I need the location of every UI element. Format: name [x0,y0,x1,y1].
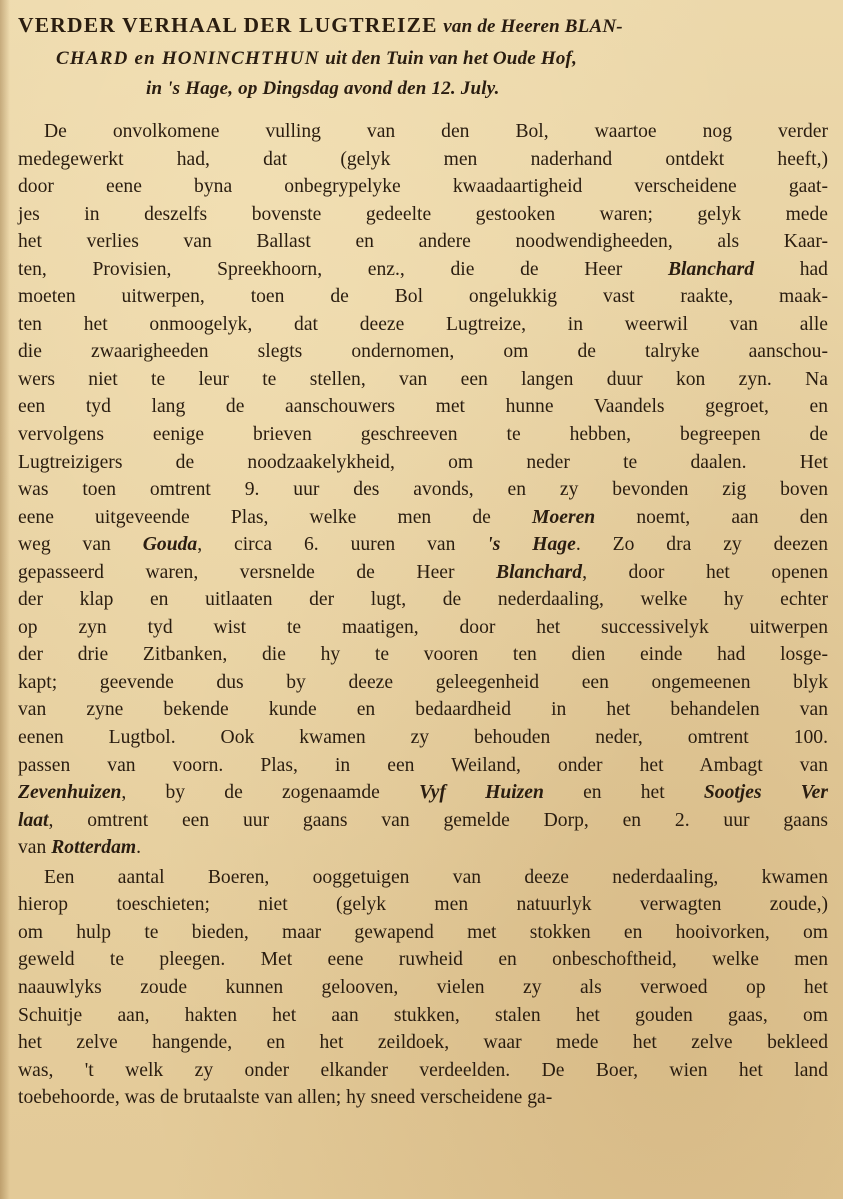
text-line: van Rotterdam. [18,837,142,859]
text-line: Schuitje aan, hakten het aan stukken, stalen het gouden gaas, om [18,1004,828,1026]
text-line: ten het onmoogelyk, dat deeze Lugtreize, in weerwil van alle [18,313,828,335]
text-line: hierop toeschieten; niet (gelyk men natuurlyk verwagten zoude,) [18,894,828,916]
text-line: der drie Zitbanken, die hy te vooren ten dien einde had losge- [18,644,828,666]
text-line: Lugtreizigers de noodzaakelykheid, om neder te daalen. Het [18,451,828,473]
text-line: die zwaarigheeden slegts ondernomen, om de talryke aanschou- [18,341,828,363]
italic-name: laat [18,809,49,831]
text-line: vervolgens eenige brieven geschreeven te hebben, begreepen de [18,424,828,446]
text-line: kapt; geevende dus by deeze geleegenheid een ongemeenen blyk [18,671,828,693]
text-line: het verlies van Ballast en andere noodwendigheeden, als Kaar- [18,231,828,253]
paragraph-1 [18,118,828,862]
headline-line-2 [18,42,828,74]
text-line: laat, omtrent een uur gaans van gemelde Dorp, en 2. uur gaans [18,809,828,831]
text-line: ten, Provisien, Spreekhoorn, enz., die de Heer Blanchard had [18,258,828,280]
page-edge-shadow [0,0,10,1199]
text-line: was toen omtrent 9. uur des avonds, en zy bevonden zig boven [18,479,828,501]
article-body [18,118,828,1112]
text-line: naauwlyks zoude kunnen gelooven, vielen zy als verwoed op het [18,976,828,998]
text-line: op zyn tyd wist te maatigen, door het successivelyk uitwerpen [18,616,828,638]
text-line: een tyd lang de aanschouwers met hunne Vaandels gegroet, en [18,396,828,418]
text-line: jes in deszelfs bovenste gedeelte gestooken waren; gelyk mede [18,203,828,225]
italic-name: Vyf Huizen [419,782,544,804]
text-line: eene uitgeveende Plas, welke men de Moeren noemt, aan den [18,506,828,528]
text-line: het zelve hangende, en het zeildoek, waar mede het zelve bekleed [18,1032,828,1054]
text-line: eenen Lugtbol. Ook kwamen zy behouden neder, omtrent 100. [18,727,828,749]
text-line: door eene byna onbegrypelyke kwaadaartigheid verscheidene gaat- [18,176,828,198]
text-line: medegewerkt had, dat (gelyk men naderhand ontdekt heeft,) [18,148,828,170]
text-line: was, 't welk zy onder elkander verdeelden. De Boer, wien het land [18,1059,828,1081]
italic-name: Blanchard [496,561,583,583]
text-line: De onvolkomene vulling van den Bol, waartoe nog verder [44,121,828,142]
text-line: geweld te pleegen. Met eene ruwheid en onbeschoftheid, welke men [18,949,828,971]
headline-line-1 [18,10,828,42]
headline-caps-2: CHARD en HONINCHTHUN [56,48,320,69]
italic-name: Blanchard [667,258,755,280]
italic-name: Sootjes Ver [703,782,828,804]
text-line: Zevenhuizen, by de zogenaamde Vyf Huizen en het Sootjes Ver [18,782,828,804]
text-line: van zyne bekende kunde en bedaardheid in het behandelen van [18,699,828,721]
text-line: weg van Gouda, circa 6. uuren van 's Hage. Zo dra zy deezen [18,534,828,556]
italic-name: Moeren [532,506,596,528]
text-line: om hulp te bieden, maar gewapend met stokken en hooivorken, om [18,921,828,943]
text-line: der klap en uitlaaten der lugt, de nederdaaling, welke hy echter [18,589,828,611]
text-line: wers niet te leur te stellen, van een langen duur kon zyn. Na [18,368,828,390]
text-line: gepasseerd waren, versnelde de Heer Blanchard, door het openen [18,561,828,583]
headline-caps-1: VERDER VERHAAL DER LUGTREIZE [18,13,438,37]
text-line: Een aantal Boeren, ooggetuigen van deeze nederdaaling, kwamen [44,866,828,888]
paragraph-2 [18,864,828,1112]
text-line: moeten uitwerpen, toen de Bol ongelukkig vast raakte, maak- [18,286,828,308]
text-line: toebehoorde, was de brutaalste van allen; hy sneed verscheidene ga- [18,1087,553,1109]
headline-italic-2: uit den Tuin van het Oude Hof, [325,48,578,69]
headline-line-3: in 's Hage, op Dingsdag avond den 12. July. [146,78,500,99]
italic-name: 's Hage [487,534,576,556]
italic-name: Gouda [142,534,198,556]
italic-name: Rotterdam [51,837,137,859]
article-headline [18,10,828,104]
headline-italic-1: van de Heeren BLAN- [443,16,623,37]
text-line: passen van voorn. Plas, in een Weiland, onder het Ambagt van [18,754,828,776]
italic-name: Zevenhuizen [18,782,122,804]
